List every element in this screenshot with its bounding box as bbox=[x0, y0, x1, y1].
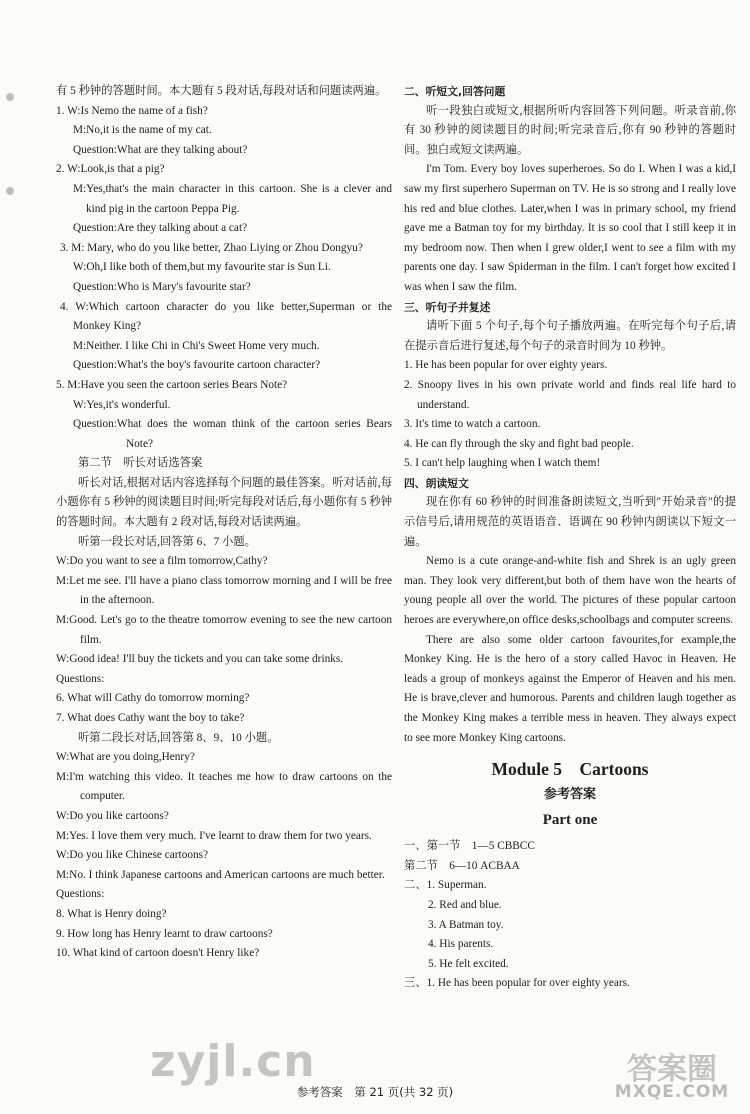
right-column bbox=[404, 82, 736, 994]
page-footer: 参考答案 第 21 页(共 32 页) bbox=[296, 1085, 454, 1099]
question-item: 10. What kind of cartoon doesn't Henry like? bbox=[56, 947, 260, 960]
dialogue-line: W:Do you want to see a film tomorrow,Cathy? bbox=[56, 555, 268, 568]
long-dialogue-2-title: 听第二段长对话,回答第 8、9、10 小题。 bbox=[78, 731, 279, 744]
answer-line: 三、1. He has been popular for over eighty years. bbox=[404, 977, 630, 990]
logo-url-watermark: MXQE.COM bbox=[614, 1082, 730, 1102]
section-2-title: 第二节 听长对话选答案 bbox=[78, 457, 203, 470]
section-heading: 三、听句子并复述 bbox=[404, 300, 491, 314]
question-item: 7. What does Cathy want the boy to take? bbox=[56, 712, 245, 724]
answer-line: 一、第一节 1—5 CBBCC bbox=[404, 840, 535, 853]
binding-hole-mark bbox=[6, 93, 14, 101]
answer-line: 二、1. Superman. bbox=[404, 879, 487, 892]
dialogue-1-question: Question:What are they talking about? bbox=[73, 143, 248, 156]
dialogue-2-line: 2. W:Look,is that a pig? bbox=[56, 163, 165, 176]
dialogue-4-line: 4. W:Which cartoon character do you like better,Superman or the Monkey King? bbox=[60, 300, 392, 333]
section-heading: 二、听短文,回答问题 bbox=[404, 85, 506, 98]
sentence-item: 3. It's time to watch a cartoon. bbox=[404, 418, 541, 431]
dialogue-4-line: M:Neither. I like Chi in Chi's Sweet Home very much. bbox=[73, 339, 320, 352]
dialogue-line: M:No. I think Japanese cartoons and American cartoons are much better. bbox=[56, 868, 385, 881]
listening-passage: I'm Tom. Every boy loves superheroes. So do I. When I was a kid,I saw my first superhero Superman on TV. He is so strong and I really love his red and blue clothes. Later,when I was in primary school, my friend gave me a Batman toy for my birthday. It is so cool that I still keep it in my bedroom now. Then when I grew older,I went to see a film with my parents one day. I saw Spiderman in the film. I can't forget how excited I was when I saw the film. bbox=[404, 163, 736, 293]
sentence-item: 5. I can't help laughing when I watch them! bbox=[404, 457, 601, 470]
dialogue-5-line: 5. M:Have you seen the cartoon series Bears Note? bbox=[56, 378, 288, 391]
sentence-item: 4. He can fly through the sky and fight bad people. bbox=[404, 437, 634, 450]
dialogue-5-question: Question:What does the woman think of the cartoon series Bears Note? bbox=[73, 418, 392, 450]
dialogue-2-line: M:Yes,that's the main character in this cartoon. She is a clever and kind pig in the cartoon Peppa Pig. bbox=[73, 182, 392, 215]
dialogue-2-question: Question:Are they talking about a cat? bbox=[73, 222, 248, 235]
dialogue-line: W:Do you like cartoons? bbox=[56, 809, 169, 822]
section-instructions: 听一段独白或短文,根据所听内容回答下列问题。听录音前,你有 30 秒钟的阅读题目的时间;听完录音后,你有 90 秒钟的答题时间。独白或短文读两遍。 bbox=[404, 104, 736, 156]
intro-text: 有 5 秒钟的答题时间。本大题有 5 段对话,每段对话和问题读两遍。 bbox=[56, 85, 387, 97]
dialogue-3-question: Question:Who is Mary's favourite star? bbox=[73, 280, 251, 293]
dialogue-line: W:Good idea! I'll buy the tickets and you can take some drinks. bbox=[56, 653, 344, 666]
answer-line: 2. Red and blue. bbox=[428, 898, 502, 911]
answer-line: 3. A Batman toy. bbox=[428, 918, 504, 931]
left-column bbox=[56, 82, 392, 964]
dialogue-line: W:What are you doing,Henry? bbox=[56, 751, 195, 764]
site-watermark: zyjl.cn bbox=[150, 1036, 316, 1087]
sentence-item: 2. Snoopy lives in his own private world and finds real life hard to understand. bbox=[404, 378, 736, 411]
logo-watermark: 答案圈 bbox=[627, 1052, 717, 1087]
module-title: Module 5 Cartoons bbox=[491, 759, 649, 780]
dialogue-4-question: Question:What's the boy's favourite cartoon character? bbox=[73, 359, 321, 372]
sentence-item: 1. He has been popular for over eighty years. bbox=[404, 359, 608, 372]
dialogue-line: M:I'm watching this video. It teaches me how to draw cartoons on the computer. bbox=[56, 770, 392, 803]
section-instructions: 现在你有 60 秒钟的时间准备朗读短文,当听到"开始录音"的提示信号后,请用规范的英语语音、语调在 90 秒钟内朗读以下短文一遍。 bbox=[404, 496, 736, 548]
dialogue-1-line: 1. W:Is Nemo the name of a fish? bbox=[56, 104, 208, 117]
dialogue-5-line: W:Yes,it's wonderful. bbox=[73, 398, 171, 411]
reading-paragraph: Nemo is a cute orange-and-white fish and Shrek is an ugly green man. They look very different,but both of them have won the hearts of young people all over the world. The pictures of these popular cartoon heroes are everywhere,on office desks,schoolbags and computer screens. bbox=[404, 555, 736, 627]
answers-title: 参考答案 bbox=[543, 787, 596, 803]
dialogue-1-line: M:No,it is the name of my cat. bbox=[73, 124, 212, 137]
dialogue-line: M:Yes. I love them very much. I've learnt to draw them for two years. bbox=[56, 829, 372, 842]
questions-label: Questions: bbox=[56, 672, 105, 685]
section-heading: 四、朗读短文 bbox=[404, 476, 469, 490]
question-item: 6. What will Cathy do tomorrow morning? bbox=[56, 692, 250, 705]
dialogue-line: M:Let me see. I'll have a piano class tomorrow morning and I will be free in the afternoon. bbox=[56, 574, 392, 607]
dialogue-line: W:Do you like Chinese cartoons? bbox=[56, 849, 209, 862]
reading-paragraph: There are also some older cartoon favourites,for example,the Monkey King. He is the hero of a story called Havoc in Heaven. He leads a group of monkeys against the Emperor of Heaven and his men. He is brave,clever and humorous. Parents and children laugh together as the Monkey King makes a terrible mess in heaven. They always expect to see more Monkey King cartoons. bbox=[404, 633, 736, 744]
questions-label: Questions: bbox=[56, 888, 105, 901]
question-item: 9. How long has Henry learnt to draw cartoons? bbox=[56, 927, 273, 940]
answer-line: 4. His parents. bbox=[428, 938, 494, 951]
question-item: 8. What is Henry doing? bbox=[56, 907, 167, 920]
dialogue-line: M:Good. Let's go to the theatre tomorrow evening to see the new cartoon film. bbox=[56, 614, 392, 646]
answer-line: 第二节 6—10 ACBAA bbox=[404, 859, 520, 872]
dialogue-3-line: 3. M: Mary, who do you like better, Zhao Liying or Zhou Dongyu? bbox=[60, 241, 363, 254]
part-title: Part one bbox=[542, 812, 598, 829]
answer-line: 5. He felt excited. bbox=[428, 957, 509, 970]
section-2-instructions: 听长对话,根据对话内容选择每个问题的最佳答案。听对话前,每小题你有 5 秒钟的阅读题目时间;听完每段对话后,每小题你有 5 秒钟的答题时间。本大题有 2 段对话,每段对话读两遍。 bbox=[56, 476, 392, 529]
binding-hole-mark bbox=[6, 187, 14, 195]
long-dialogue-1-title: 听第一段长对话,回答第 6、7 小题。 bbox=[78, 535, 256, 548]
section-instructions: 请听下面 5 个句子,每个句子播放两遍。在听完每个句子后,请在提示音后进行复述,每个句子的录音时间为 10 秒钟。 bbox=[404, 320, 736, 352]
dialogue-3-line: W:Oh,I like both of them,but my favourite star is Sun Li. bbox=[73, 261, 331, 274]
